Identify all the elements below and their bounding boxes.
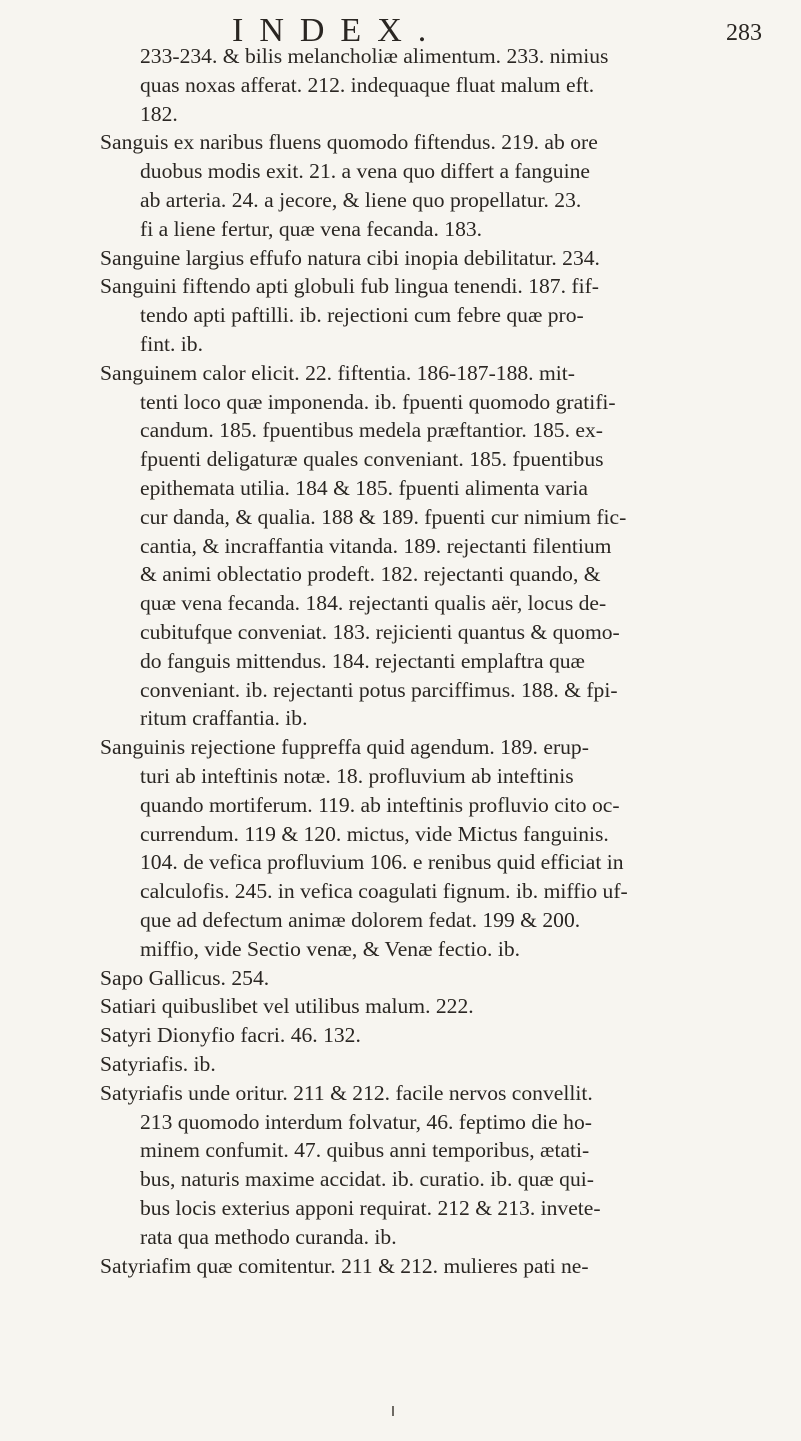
index-entry-line: cantia, & incraffantia vitanda. 189. rejectanti filentium (140, 533, 612, 558)
index-entry-line: cur danda, & qualia. 188 & 189. fpuenti cur nimium fic- (140, 504, 627, 529)
index-entry-line: 213 quomodo interdum folvatur, 46. feptimo die ho- (140, 1109, 592, 1134)
index-entry-line: ritum craffantia. ib. (140, 706, 308, 731)
index-entry-head-line: Sanguinem calor elicit. 22. fiftentia. 186-187-188. mit- (100, 360, 575, 385)
index-entry-line: epithemata utilia. 184 & 185. fpuenti alimenta varia (140, 476, 588, 500)
index-entry-line: minem confumit. 47. quibus anni temporibus, ætati- (140, 1138, 590, 1163)
index-entry-head-line: Sanguini fiftendo apti globuli fub lingua tenendi. 187. fif- (100, 274, 599, 299)
index-entry-line: cubitufque conveniat. 183. rejicienti quantus & quomo- (140, 620, 620, 644)
index-entry-line: turi ab inteftinis notæ. 18. profluvium ab inteftinis (140, 764, 574, 788)
index-entry-line: fi a liene fertur, quæ vena fecanda. 183. (140, 216, 483, 241)
index-entry-line: quæ vena fecanda. 184. rejectanti qualis aër, locus de- (140, 591, 607, 616)
index-entry-head-line: Satyriafis. ib. (100, 1052, 216, 1076)
index-entry-line: 182. (140, 101, 178, 126)
index-entry-line: tendo apti paftilli. ib. rejectioni cum febre quæ pro- (140, 303, 584, 328)
index-entry-head-line: Sanguine largius effufo natura cibi inopia debilitatur. 234. (100, 245, 600, 270)
index-entry-line: quas noxas afferat. 212. indequaque fluat malum eft. (140, 72, 595, 97)
index-entry-head-line: Satiari quibuslibet vel utilibus malum. 222. (100, 994, 474, 1019)
index-entry-line: fpuenti deligaturæ quales conveniant. 185. fpuentibus (140, 447, 604, 472)
index-entry-line: tenti loco quæ imponenda. ib. fpuenti quomodo gratifi- (140, 389, 616, 414)
index-entry-line: bus, naturis maxime accidat. ib. curatio. ib. quæ qui- (140, 1167, 594, 1192)
index-entry-line: ab arteria. 24. a jecore, & liene quo propellatur. 23. (140, 188, 582, 212)
index-entry-line: rata qua methodo curanda. ib. (140, 1224, 397, 1249)
index-entry-line: miffio, vide Sectio venæ, & Venæ fectio. ib. (140, 936, 521, 961)
index-entry-line: fint. ib. (140, 332, 203, 356)
page-number: 283 (726, 20, 762, 46)
index-entry-line: 233-234. & bilis melancholiæ alimentum. 233. nimius (140, 44, 609, 68)
index-entry-line: duobus modis exit. 21. a vena quo differt a fanguine (140, 159, 590, 184)
print-mark (392, 1406, 394, 1416)
index-entry-line: & animi oblectatio prodeft. 182. rejectanti quando, & (140, 562, 601, 587)
index-entry-line: calculofis. 245. in vefica coagulati fignum. ib. miffio uf- (140, 879, 628, 904)
index-entry-line: currendum. 119 & 120. mictus, vide Mictus fanguinis. (140, 821, 609, 846)
index-entry-head-line: Satyri Dionyfio facri. 46. 132. (100, 1023, 361, 1048)
index-entry-line: do fanguis mittendus. 184. rejectanti emplaftra quæ (140, 648, 585, 673)
index-entry-head-line: Sanguis ex naribus fluens quomodo fiftendus. 219. ab ore (100, 130, 598, 155)
index-entry-line: candum. 185. fpuentibus medela præftantior. 185. ex- (140, 418, 603, 443)
index-entry-line: 104. de vefica profluvium 106. e renibus quid efficiat in (140, 850, 624, 875)
index-entry-line: que ad defectum animæ dolorem fedat. 199 & 200. (140, 908, 581, 932)
index-entry-line: conveniant. ib. rejectanti potus parciffimus. 188. & fpi- (140, 677, 618, 702)
index-entry-head-line: Sanguinis rejectione fuppreffa quid agendum. 189. erup- (100, 735, 589, 760)
index-entry-line: quando mortiferum. 119. ab inteftinis profluvio cito oc- (140, 792, 620, 817)
index-entry-line: bus locis exterius apponi requirat. 212 & 213. invete- (140, 1196, 601, 1220)
index-entry-head-line: Satyriafis unde oritur. 211 & 212. facile nervos convellit. (100, 1080, 593, 1105)
index-entry-head-line: Satyriafim quæ comitentur. 211 & 212. mulieres pati ne- (100, 1253, 589, 1278)
index-entry-head-line: Sapo Gallicus. 254. (100, 965, 270, 990)
running-title: INDEX. (232, 12, 443, 49)
